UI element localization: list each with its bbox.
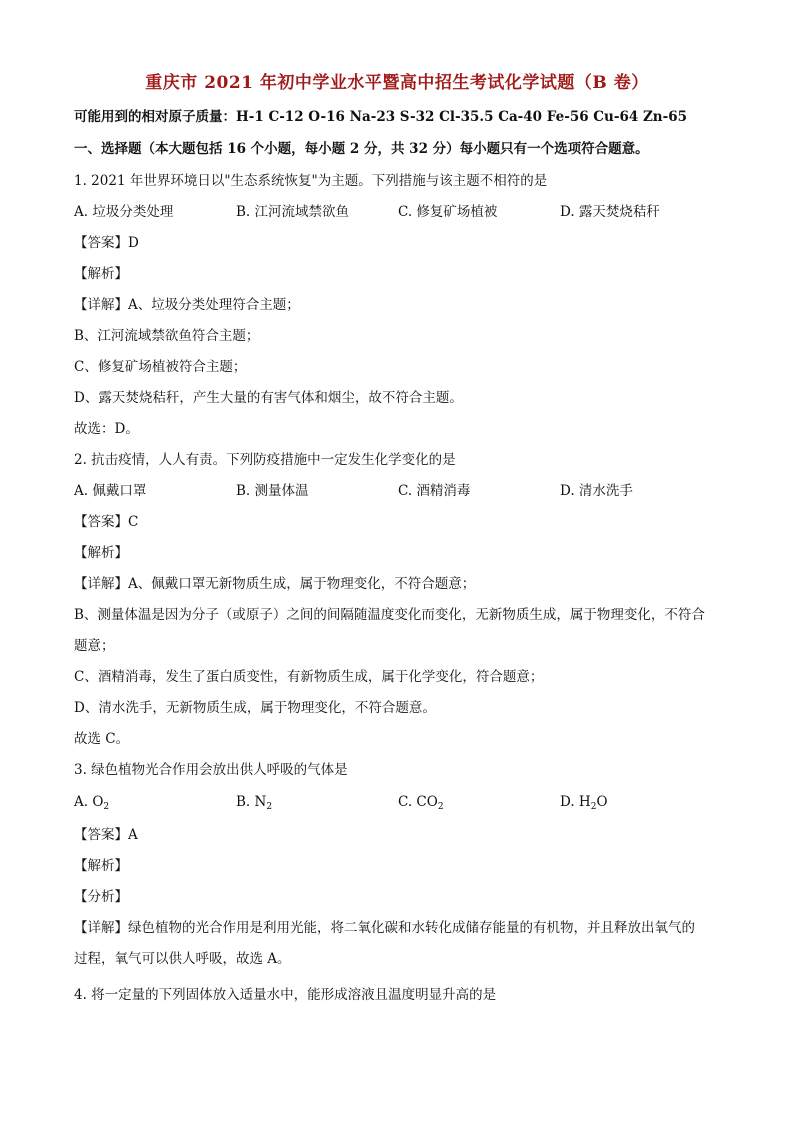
q3-analysis-label: 【解析】 xyxy=(74,858,128,874)
section-heading: 一、选择题（本大题包括 16 个小题，每小题 2 分，共 32 分）每小题只有一个选项符合题意。 xyxy=(74,141,649,157)
q3-detail-line: 【详解】绿色植物的光合作用是利用光能，将二氧化碳和水转化成储存能量的有机物，并且释放出氧气的 xyxy=(74,920,695,936)
question-2-stem: 2. 抗击疫情，人人有责。下列防疫措施中一定发生化学变化的是 xyxy=(74,452,456,468)
q1-option-a: A. 垃圾分类处理 xyxy=(74,204,174,220)
q3-option-c: C. $CO_2$ xyxy=(398,794,444,812)
q3-option-d: D. $H_2O$ xyxy=(560,794,608,812)
q1-detail-line: 【详解】A、垃圾分类处理符合主题； xyxy=(74,297,300,313)
q3-option-a: A. $O_2$ xyxy=(74,794,110,812)
q2-conclusion: 故选 C。 xyxy=(74,731,130,747)
q1-option-c: C. 修复矿场植被 xyxy=(398,204,498,220)
q2-detail-line: D、清水洗手，无新物质生成，属于物理变化，不符合题意。 xyxy=(74,700,436,716)
q2-detail-line: 【详解】A、佩戴口罩无新物质生成，属于物理变化，不符合题意； xyxy=(74,576,476,592)
question-3-stem: 3. 绿色植物光合作用会放出供人呼吸的气体是 xyxy=(74,762,348,778)
q1-option-b: B. 江河流域禁欲鱼 xyxy=(236,204,350,220)
q2-option-b: B. 测量体温 xyxy=(236,483,309,499)
q2-analysis-label: 【解析】 xyxy=(74,545,128,561)
q2-detail-line: B、测量体温是因为分子（或原子）之间的间隔随温度变化而变化，无新物质生成，属于物理变化，不符合 xyxy=(74,607,705,623)
q1-option-d: D. 露天焚烧秸秆 xyxy=(560,204,660,220)
q2-answer: 【答案】C xyxy=(74,514,139,530)
q1-detail-line: B、江河流域禁欲鱼符合主题； xyxy=(74,328,260,344)
q2-option-c: C. 酒精消毒 xyxy=(398,483,471,499)
q2-option-d: D. 清水洗手 xyxy=(560,483,633,499)
q3-fenxi-label: 【分析】 xyxy=(74,889,128,905)
q3-option-b: B. $N_2$ xyxy=(236,794,273,812)
q1-conclusion: 故选：D。 xyxy=(74,421,139,437)
q3-detail-line: 过程，氧气可以供人呼吸，故选 A。 xyxy=(74,951,291,967)
q2-detail-line: C、酒精消毒，发生了蛋白质变性，有新物质生成，属于化学变化，符合题意； xyxy=(74,669,544,685)
q1-detail-line: C、修复矿场植被符合主题； xyxy=(74,359,247,375)
q1-answer: 【答案】D xyxy=(74,235,139,251)
question-1-stem: 1. 2021 年世界环境日以"生态系统恢复"为主题。下列措施与该主题不相符的是 xyxy=(74,173,548,189)
question-4-stem: 4. 将一定量的下列固体放入适量水中，能形成溶液且温度明显升高的是 xyxy=(74,987,497,1003)
q2-detail-line: 题意； xyxy=(74,638,115,654)
q1-detail-line: D、露天焚烧秸秆，产生大量的有害气体和烟尘，故不符合主题。 xyxy=(74,390,463,406)
q1-analysis-label: 【解析】 xyxy=(74,266,128,282)
q2-option-a: A. 佩戴口罩 xyxy=(74,483,147,499)
page-title: 重庆市 2021 年初中学业水平暨高中招生考试化学试题（B 卷） xyxy=(145,73,649,93)
atomic-masses-line: 可能用到的相对原子质量：H-1 C-12 O-16 Na-23 S-32 Cl-35.5 Ca-40 Fe-56 Cu-64 Zn-65 xyxy=(74,109,688,125)
q3-answer: 【答案】A xyxy=(74,827,138,843)
